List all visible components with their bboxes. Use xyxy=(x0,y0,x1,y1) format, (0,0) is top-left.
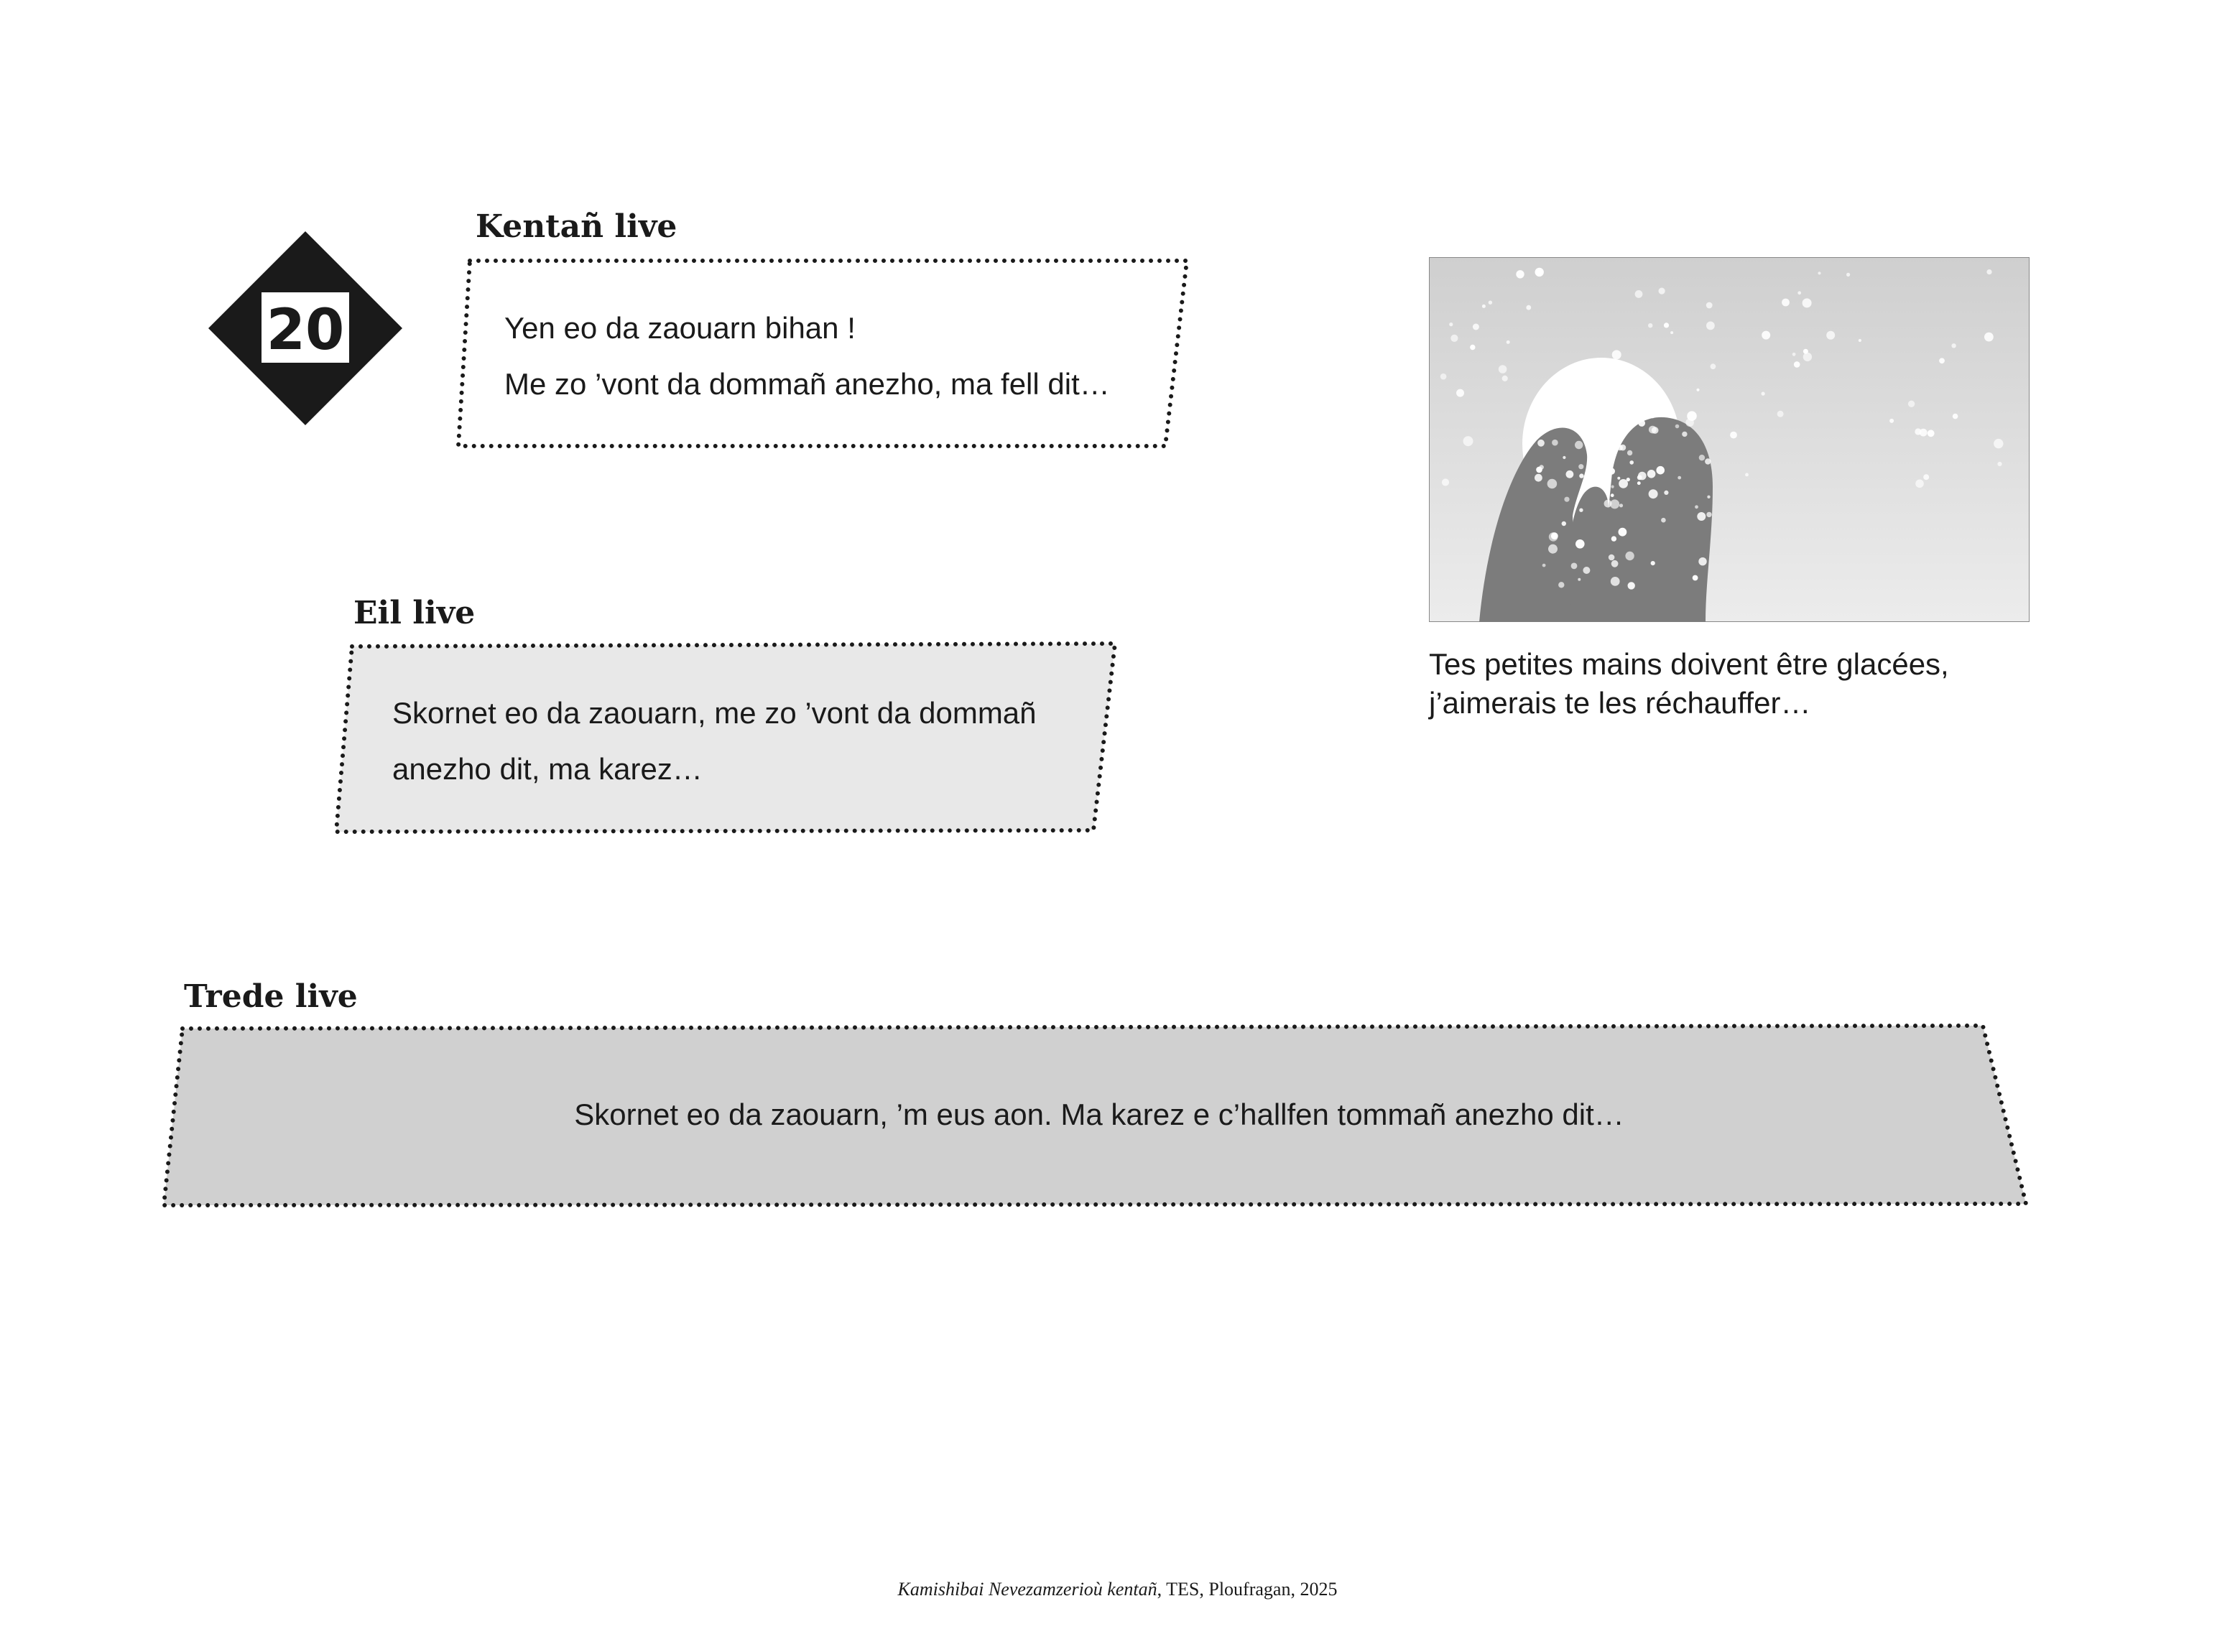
snowflake xyxy=(1678,476,1681,480)
snowflake xyxy=(1579,509,1583,512)
snowflake xyxy=(1997,462,2002,466)
snowflake xyxy=(1587,372,1591,376)
card-number: 20 xyxy=(266,298,345,363)
snowflake xyxy=(1499,365,1507,373)
snowflake xyxy=(1456,389,1464,397)
snowflake xyxy=(1651,561,1655,565)
snowflake xyxy=(1579,381,1586,388)
snowflake xyxy=(1648,323,1652,328)
caption-line-2: j’aimerais te les réchauffer… xyxy=(1429,686,1811,720)
snowflake xyxy=(1630,380,1634,384)
snowflake xyxy=(1638,419,1645,427)
snowflake xyxy=(1575,441,1583,449)
snowflake xyxy=(1777,411,1784,417)
snowflake xyxy=(1611,560,1619,567)
snowflake xyxy=(1566,470,1574,478)
snowflake xyxy=(1620,445,1626,451)
snowflake xyxy=(1578,578,1581,581)
snowflake xyxy=(1637,481,1641,485)
snowflake xyxy=(1530,426,1538,434)
snowflake xyxy=(1552,440,1558,446)
snowflake xyxy=(1638,472,1647,481)
snowflake xyxy=(1984,333,1994,342)
snowflake xyxy=(1617,477,1620,480)
snowflake xyxy=(1449,322,1453,326)
snowflake xyxy=(1564,497,1569,502)
snowflake xyxy=(1562,521,1566,526)
level-1-line-1: Yen eo da zaouarn bihan ! xyxy=(504,311,856,345)
snowflake xyxy=(1548,544,1558,554)
snowflake xyxy=(1697,512,1706,521)
snowflake xyxy=(1986,269,1991,274)
snowflake xyxy=(1994,439,2003,448)
snowflake xyxy=(1859,339,1861,342)
snowflake xyxy=(1609,468,1615,474)
snowflake xyxy=(1635,290,1643,298)
snowflake xyxy=(1547,479,1558,489)
snowflake xyxy=(1579,473,1583,478)
snowflake xyxy=(1659,288,1665,294)
mittened-hands-in-snow-illustration xyxy=(1429,257,2030,622)
snowflake xyxy=(1607,410,1617,420)
snowflake xyxy=(1583,567,1590,574)
snowflake xyxy=(1818,272,1820,274)
level-1-text xyxy=(504,300,1151,412)
snowflake xyxy=(1711,363,1716,369)
snowflake xyxy=(1670,331,1673,334)
level-3-text xyxy=(158,1087,2040,1142)
snowflake xyxy=(1928,430,1935,437)
level-1-line-2: Me zo ’vont da dommañ anezho, ma fell dit… xyxy=(504,367,1110,401)
snowflake xyxy=(1699,455,1705,460)
snowflake xyxy=(1442,478,1449,486)
snowflake xyxy=(1649,426,1657,434)
snowflake xyxy=(1551,532,1558,539)
snowflake xyxy=(1575,539,1585,549)
snowflake xyxy=(1571,563,1578,570)
snowflake xyxy=(1470,345,1475,350)
snowflake xyxy=(1915,480,1924,488)
snowflake xyxy=(1578,464,1583,469)
snowflake xyxy=(1629,460,1634,465)
snowflake xyxy=(1647,470,1656,478)
snowflake xyxy=(1656,466,1665,475)
snowflake xyxy=(1782,299,1790,307)
snowflake xyxy=(1745,473,1749,477)
snowflake xyxy=(1661,518,1666,523)
snowflake xyxy=(1560,406,1563,409)
footer-title: Kamishibai Nevezamzerioù kentañ xyxy=(897,1579,1157,1600)
snowflake xyxy=(1558,582,1564,588)
snowflake xyxy=(1619,528,1627,537)
snowflake xyxy=(1489,301,1492,305)
snowflake xyxy=(1846,273,1850,277)
snowflake xyxy=(1628,582,1635,589)
snowflake xyxy=(1762,331,1770,340)
snowflake xyxy=(1542,564,1546,567)
snowflake xyxy=(1939,358,1945,363)
snowflake xyxy=(1611,486,1614,488)
card-number-badge xyxy=(208,231,402,425)
footer-credit xyxy=(0,1579,2235,1600)
level-2-heading: Eil live xyxy=(353,595,476,631)
caption-line-1: Tes petites mains doivent être glacées, xyxy=(1429,647,1949,681)
level-3-line-1: Skornet eo da zaouarn, ’m eus aon. Ma karez e c’hallfen tommañ anezho dit… xyxy=(574,1098,1624,1131)
level-2-line-1: Skornet eo da zaouarn, me zo ’vont da dommañ xyxy=(392,696,1037,730)
snowflake xyxy=(1473,324,1479,330)
snowflake xyxy=(1463,436,1473,446)
french-caption xyxy=(1429,645,2076,723)
snowflake xyxy=(1590,404,1593,408)
snowflake xyxy=(1706,512,1711,517)
snowflake xyxy=(1612,350,1621,359)
snowflake xyxy=(1730,432,1737,439)
footer-rest: , TES, Ploufragan, 2025 xyxy=(1157,1579,1338,1600)
snowflake xyxy=(1698,557,1706,565)
snowflake xyxy=(1649,412,1655,418)
snowflake xyxy=(1570,390,1577,397)
snowflake xyxy=(1695,505,1698,509)
snowflake xyxy=(1619,504,1623,507)
snowflake xyxy=(1664,491,1668,495)
snowflake xyxy=(1803,298,1812,307)
snowflake xyxy=(1920,429,1928,437)
snowflake xyxy=(1631,403,1636,408)
snowflake xyxy=(1696,389,1699,391)
snowflake xyxy=(1685,419,1694,427)
snowflake xyxy=(1627,450,1632,455)
snowflake xyxy=(1794,361,1800,368)
snowflake xyxy=(1762,392,1765,396)
snowflake xyxy=(1516,270,1524,278)
snowflake xyxy=(1792,353,1796,356)
snowflake xyxy=(1611,577,1620,586)
snowflake xyxy=(1450,335,1458,342)
snowflake xyxy=(1707,496,1710,498)
snowflake xyxy=(1693,575,1698,581)
snowflake xyxy=(1706,302,1713,309)
snowflake xyxy=(1611,536,1616,541)
snowflake xyxy=(1535,268,1544,277)
snowflake xyxy=(1619,408,1624,413)
snowflake xyxy=(1705,458,1711,464)
snowflake xyxy=(1502,376,1508,381)
level-3-heading: Trede live xyxy=(184,978,358,1015)
snowflake xyxy=(1923,474,1929,480)
snowflake xyxy=(1526,305,1531,310)
level-2-line-2: anezho dit, ma karez… xyxy=(392,752,703,786)
snowflake xyxy=(1649,489,1658,498)
snowflake xyxy=(1706,322,1715,330)
snowflake xyxy=(1826,331,1835,340)
level-2-text xyxy=(392,685,1082,797)
snowflake xyxy=(1640,406,1644,409)
snowflake xyxy=(1619,479,1628,488)
snowflake xyxy=(1951,343,1956,348)
snowflake xyxy=(1664,322,1669,328)
snowflake xyxy=(1675,424,1680,429)
snowflake xyxy=(1507,340,1510,344)
snowflake xyxy=(1482,305,1486,308)
snowflake xyxy=(1908,401,1915,407)
level-1-heading: Kentañ live xyxy=(476,208,677,245)
snowflake xyxy=(1797,291,1801,294)
snowflake xyxy=(1536,467,1542,473)
snowflake xyxy=(1602,440,1608,445)
snowflake xyxy=(1625,552,1634,560)
snowflake xyxy=(1440,373,1447,380)
snowflake xyxy=(1537,440,1545,447)
snowflake xyxy=(1609,554,1615,561)
snowflake xyxy=(1563,456,1565,459)
snowflake xyxy=(1803,353,1812,361)
snowflake xyxy=(1593,465,1597,468)
snowflake xyxy=(1610,499,1619,509)
snowflake xyxy=(1535,474,1542,482)
snowflake xyxy=(1953,414,1958,419)
snowflake xyxy=(1611,493,1614,497)
snowflake xyxy=(1682,432,1687,437)
snowflake xyxy=(1889,419,1894,423)
snowflake xyxy=(1643,414,1649,420)
